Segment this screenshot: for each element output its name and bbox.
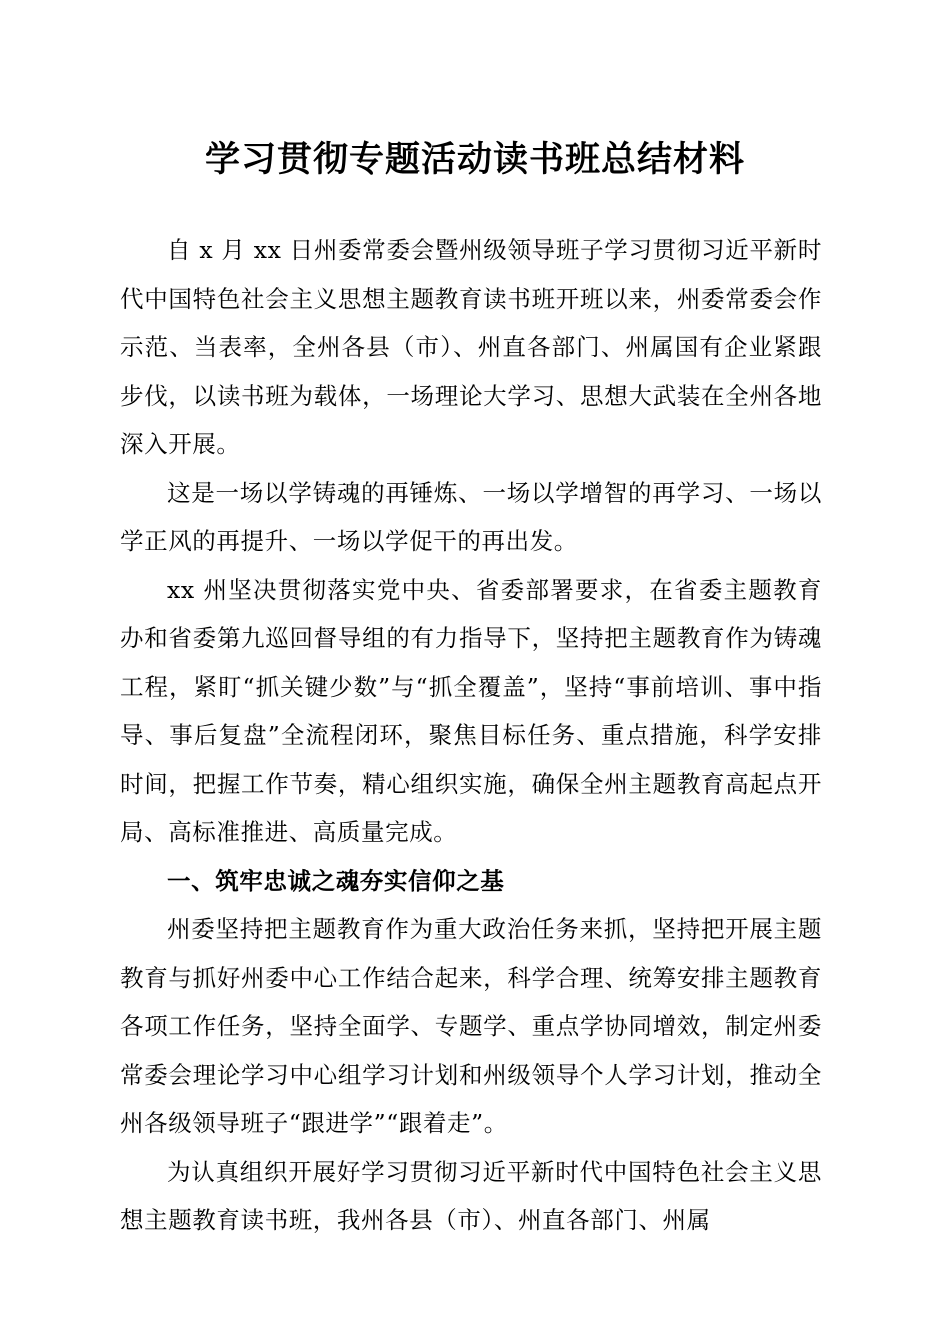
paragraph-summary: 这是一场以学铸魂的再锤炼、一场以学增智的再学习、一场以学正风的再提升、一场以学促干的再出发。 [120, 478, 822, 555]
document-body [120, 226, 822, 1245]
paragraph-section-2: 为认真组织开展好学习贯彻习近平新时代中国特色社会主义思想主题教育读书班，我州各县（市）、州直各部门、州属 [120, 1157, 822, 1234]
paragraph-intro: 自 x 月 xx 日州委常委会暨州级领导班子学习贯彻习近平新时代中国特色社会主义思想主题教育读书班开班以来，州委常委会作示范、当表率，全州各县（市）、州直各部门、州属国有企业紧跟步伐，以读书班为载体，一场理论大学习、思想大武装在全州各地深入开展。 [120, 236, 822, 458]
section-heading: 一、筑牢忠诚之魂夯实信仰之基 [167, 866, 505, 895]
paragraph-section-1: 州委坚持把主题教育作为重大政治任务来抓，坚持把开展主题教育与抓好州委中心工作结合起来，科学合理、统筹安排主题教育各项工作任务，坚持全面学、专题学、重点学协同增效，制定州委常委会理论学习中心组学习计划和州级领导个人学习计划，推动全州各级领导班子“跟进学”“跟着走”。 [120, 915, 822, 1137]
paragraph-implementation: xx 州坚决贯彻落实党中央、省委部署要求，在省委主题教育办和省委第九巡回督导组的有力指导下，坚持把主题教育作为铸魂工程，紧盯“抓关键少数”与“抓全覆盖”，坚持“事前培训、事中指导、事后复盘”全流程闭环，聚焦目标任务、重点措施，科学安排时间，把握工作节奏，精心组织实施，确保全州主题教育高起点开局、高标准推进、高质量完成。 [120, 575, 822, 846]
document-title: 学习贯彻专题活动读书班总结材料 [204, 139, 745, 180]
